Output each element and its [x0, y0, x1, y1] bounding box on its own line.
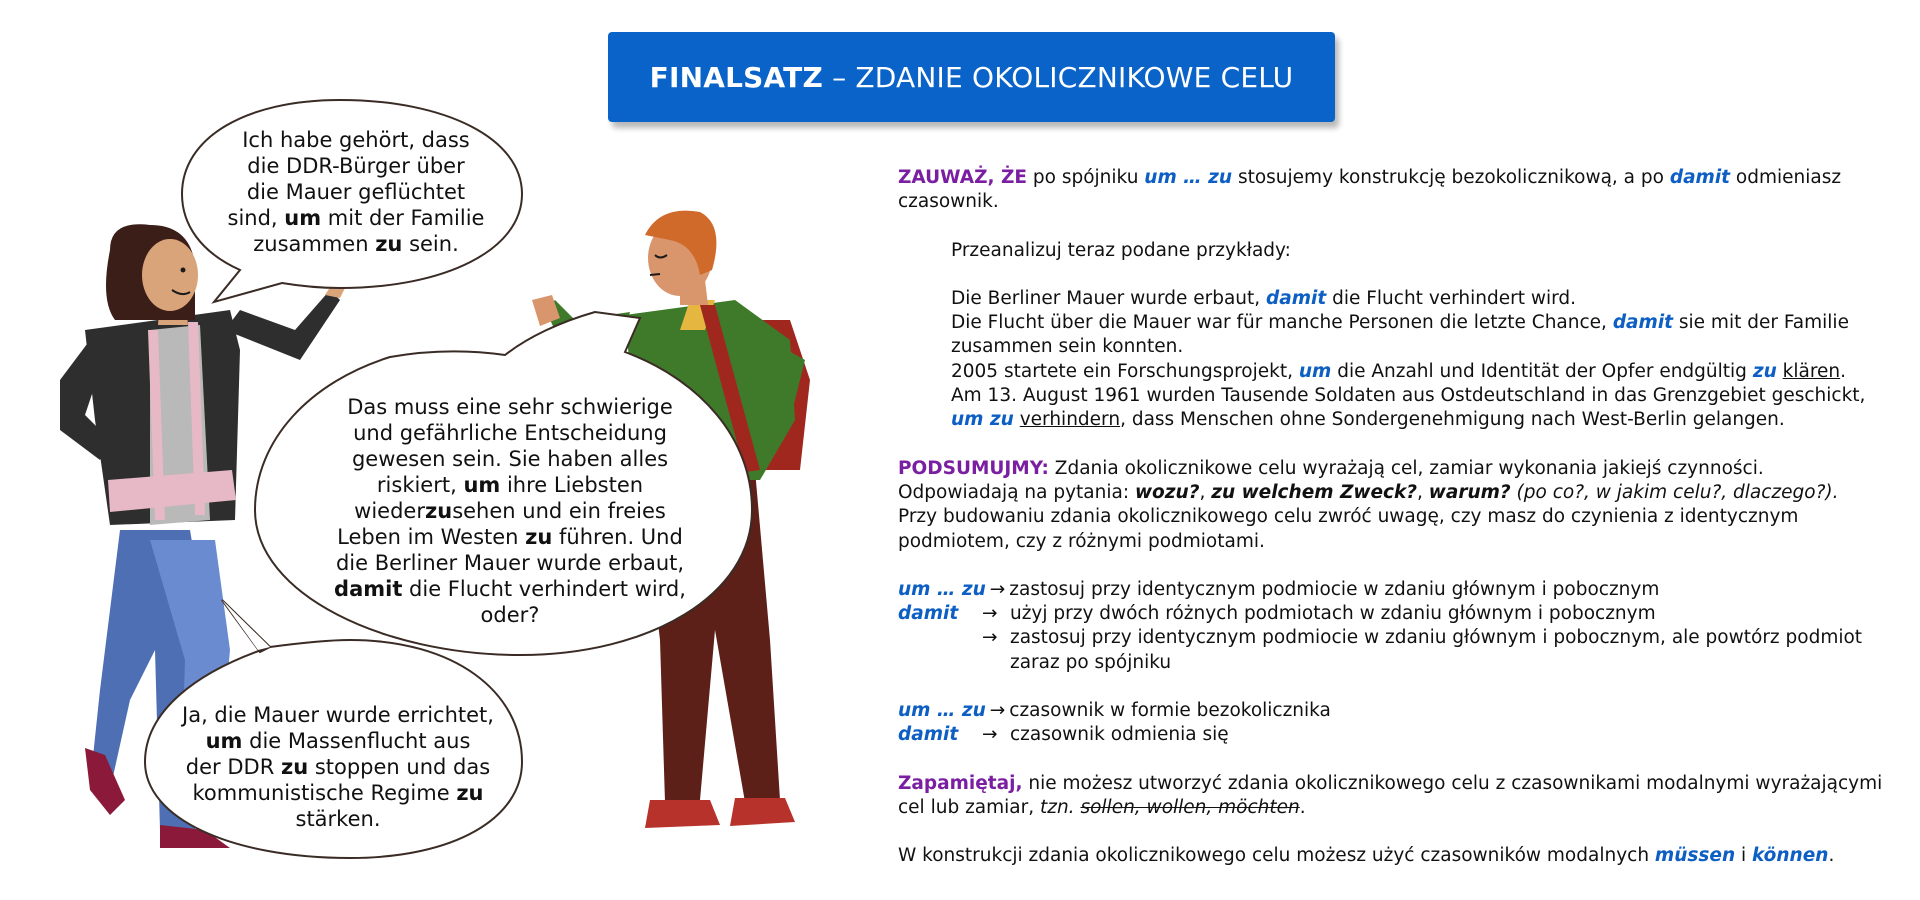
text: W konstrukcji zdania okolicznikowego celu możesz użyć czasowników modalnych — [898, 845, 1655, 867]
bubble-line: Das muss eine sehr schwierige — [347, 395, 673, 419]
modal-paragraph — [898, 844, 1898, 868]
rule-row — [898, 578, 1898, 602]
remember-label: Zapamiętaj, — [898, 772, 1023, 794]
text: tzn. — [1039, 796, 1075, 818]
text: nie możesz utworzyć zdania okolicznikowego celu z czasownikami modalnymi wyrażającymi cel lub zamiar, — [898, 772, 1883, 818]
bubble-text-span: der DDR — [185, 755, 281, 779]
bubble-text-span: sein. — [402, 232, 459, 256]
note-paragraph — [898, 166, 1898, 215]
question: zu welchem Zweck? — [1211, 481, 1418, 503]
bubble-line — [310, 472, 710, 498]
text: 2005 startete ein Forschungsprojekt, — [951, 360, 1299, 382]
bubble-keyword: um — [205, 729, 243, 753]
underlined-verb: klären — [1782, 360, 1841, 382]
text: stosujemy konstrukcję bezokolicznikową, a po — [1232, 167, 1670, 188]
example-sentence — [951, 384, 1898, 433]
bubble-line — [158, 754, 518, 780]
bubble-man-text — [310, 394, 710, 628]
example-sentence — [951, 311, 1898, 360]
example-sentence — [951, 360, 1898, 384]
text: po spójniku — [1027, 167, 1145, 188]
rule-row — [898, 626, 1898, 675]
summary-note: Przy budowaniu zdania okolicznikowego celu zwróć uwagę, czy masz do czynienia z identycznym podmiotem, czy z różnymi podmiotami. — [898, 506, 1799, 552]
bubble-line: die Mauer geflüchtet — [246, 180, 466, 204]
text: odmieniasz czasownik. — [898, 167, 1842, 213]
keyword: damit — [1669, 167, 1731, 188]
bubble-line: stärken. — [295, 807, 381, 831]
examples-intro: Przeanalizuj teraz podane przykłady: — [951, 239, 1291, 261]
keyword: können — [1752, 845, 1829, 867]
bubble-keyword: um — [284, 206, 322, 230]
bubble-keyword: zu — [525, 525, 553, 549]
examples-block — [898, 239, 1898, 433]
text: , — [1199, 481, 1212, 503]
bubble-text-span: wieder — [354, 499, 425, 523]
underlined-verb: verhindern — [1019, 409, 1121, 431]
bubble-line — [158, 728, 518, 754]
bubble-keyword: um — [463, 473, 501, 497]
keyword: zu — [1752, 360, 1777, 382]
bubble-text-span: die Flucht verhindert wird, — [402, 577, 686, 601]
bubble-line — [310, 576, 710, 602]
bubble-keyword: damit — [334, 577, 403, 601]
rule-text: zastosuj przy identycznym podmiocie w zdaniu głównym i pobocznym, ale powtórz podmiot zaraz po spójniku — [1010, 627, 1863, 673]
bubble-text-span: Leben im Westen — [337, 525, 526, 549]
bubble-line — [310, 524, 710, 550]
bubble-text-span: stoppen und das — [308, 755, 491, 779]
rule-row — [898, 723, 1898, 747]
struck-verbs: sollen, wollen, möchten — [1080, 796, 1300, 818]
rule-spacer — [898, 626, 982, 675]
text: . — [1840, 360, 1847, 382]
bubble-line: oder? — [480, 603, 540, 627]
question-translation: (po co?, w jakim celu?, dlaczego?). — [1510, 481, 1839, 503]
question: warum? — [1428, 481, 1511, 503]
bubble-line: und gefährliche Entscheidung — [353, 421, 667, 445]
rules-block-2 — [898, 699, 1898, 748]
text: Zdania okolicznikowe celu wyrażają cel, zamiar wykonania jakiejś czynności. — [1048, 457, 1764, 479]
keyword: um — [1298, 360, 1332, 382]
keyword: damit — [1266, 287, 1327, 309]
text: , dass Menschen ohne Sondergenehmigung nach West-Berlin gelangen. — [1120, 409, 1785, 431]
bubble-text-span: zusammen — [253, 232, 376, 256]
text: Odpowiadają na pytania: — [898, 481, 1135, 503]
bubble-woman-bottom-text — [158, 702, 518, 832]
arrow-icon: → — [982, 603, 998, 625]
text: Die Flucht über die Mauer war für manche Personen die letzte Chance, — [951, 312, 1613, 334]
rule-key: damit — [898, 603, 959, 625]
text: die Flucht verhindert wird. — [1326, 287, 1577, 309]
example-sentence — [951, 287, 1898, 311]
bubble-text-span: die Massenflucht aus — [242, 729, 471, 753]
title-bold: FINALSATZ — [649, 60, 823, 94]
arrow-icon: → — [989, 578, 1006, 600]
question: wozu? — [1134, 481, 1200, 503]
rules-block-1 — [898, 578, 1898, 675]
lesson-content — [898, 166, 1898, 869]
title-banner — [608, 32, 1335, 122]
page-title — [650, 61, 1294, 94]
text: , — [1417, 481, 1429, 503]
rule-row — [898, 699, 1898, 723]
bubble-text-span: riskiert, — [376, 473, 464, 497]
keyword: damit — [1612, 312, 1674, 334]
text: die Anzahl und Identität der Opfer endgültig — [1331, 360, 1753, 382]
summary-label: PODSUMUJMY: — [898, 457, 1049, 479]
bubble-text-span: sind, — [227, 206, 285, 230]
bubble-text-span: kommunistische Regime — [192, 781, 457, 805]
bubble-line — [310, 498, 710, 524]
rule-text: zastosuj przy identycznym podmiocie w zdaniu głównym i pobocznym — [1009, 578, 1660, 600]
text: sie mit der Familie zusammen sein konnten. — [951, 312, 1849, 358]
bubble-woman-top-text — [196, 127, 516, 257]
note-label: ZAUWAŻ, ŻE — [898, 167, 1028, 188]
bubble-line: gewesen sein. Sie haben alles — [351, 447, 669, 471]
rule-key: um … zu — [898, 700, 986, 722]
arrow-icon: → — [982, 627, 998, 649]
text: i — [1735, 845, 1753, 867]
arrow-icon: → — [989, 700, 1006, 722]
bubble-keyword: zu — [280, 755, 309, 779]
summary-questions — [898, 481, 1898, 505]
summary-paragraph — [898, 457, 1898, 481]
bubble-line: Ja, die Mauer wurde errichtet, — [182, 703, 494, 727]
bubble-line — [196, 231, 516, 257]
bubble-keyword: zu — [425, 499, 453, 523]
rule-text: czasownik odmienia się — [1010, 724, 1229, 746]
keyword: müssen — [1654, 845, 1736, 867]
text: Am 13. August 1961 wurden Tausende Soldaten aus Ostdeutschland in das Grenzgebiet geschickt, — [951, 385, 1866, 407]
arrow-icon: → — [982, 724, 998, 746]
remember-paragraph — [898, 772, 1898, 821]
title-rest: – ZDANIE OKOLICZNIKOWE CELU — [822, 60, 1294, 94]
bubble-line: die DDR-Bürger über — [247, 154, 465, 178]
keyword: um … zu — [1144, 167, 1233, 188]
bubble-line — [196, 205, 516, 231]
text: . — [1828, 845, 1835, 867]
bubble-text-span: führen. Und — [552, 525, 683, 549]
bubble-text-span: sehen und ein freies — [452, 499, 666, 523]
text: . — [1299, 796, 1306, 818]
bubble-text-span: mit der Familie — [321, 206, 485, 230]
bubble-keyword: zu — [375, 232, 403, 256]
bubble-text-span: ihre Liebsten — [500, 473, 644, 497]
bubble-line: die Berliner Mauer wurde erbaut, — [335, 551, 685, 575]
rule-row — [898, 602, 1898, 626]
bubble-line: Ich habe gehört, dass — [242, 128, 470, 152]
bubble-keyword: zu — [456, 781, 484, 805]
bubble-line — [158, 780, 518, 806]
text: Die Berliner Mauer wurde erbaut, — [951, 287, 1267, 309]
rule-key: um … zu — [898, 578, 986, 600]
rule-text: czasownik w formie bezokolicznika — [1009, 700, 1331, 722]
keyword: um zu — [951, 409, 1014, 431]
rule-key: damit — [898, 724, 959, 746]
rule-text: użyj przy dwóch różnych podmiotach w zdaniu głównym i pobocznym — [1010, 603, 1656, 625]
